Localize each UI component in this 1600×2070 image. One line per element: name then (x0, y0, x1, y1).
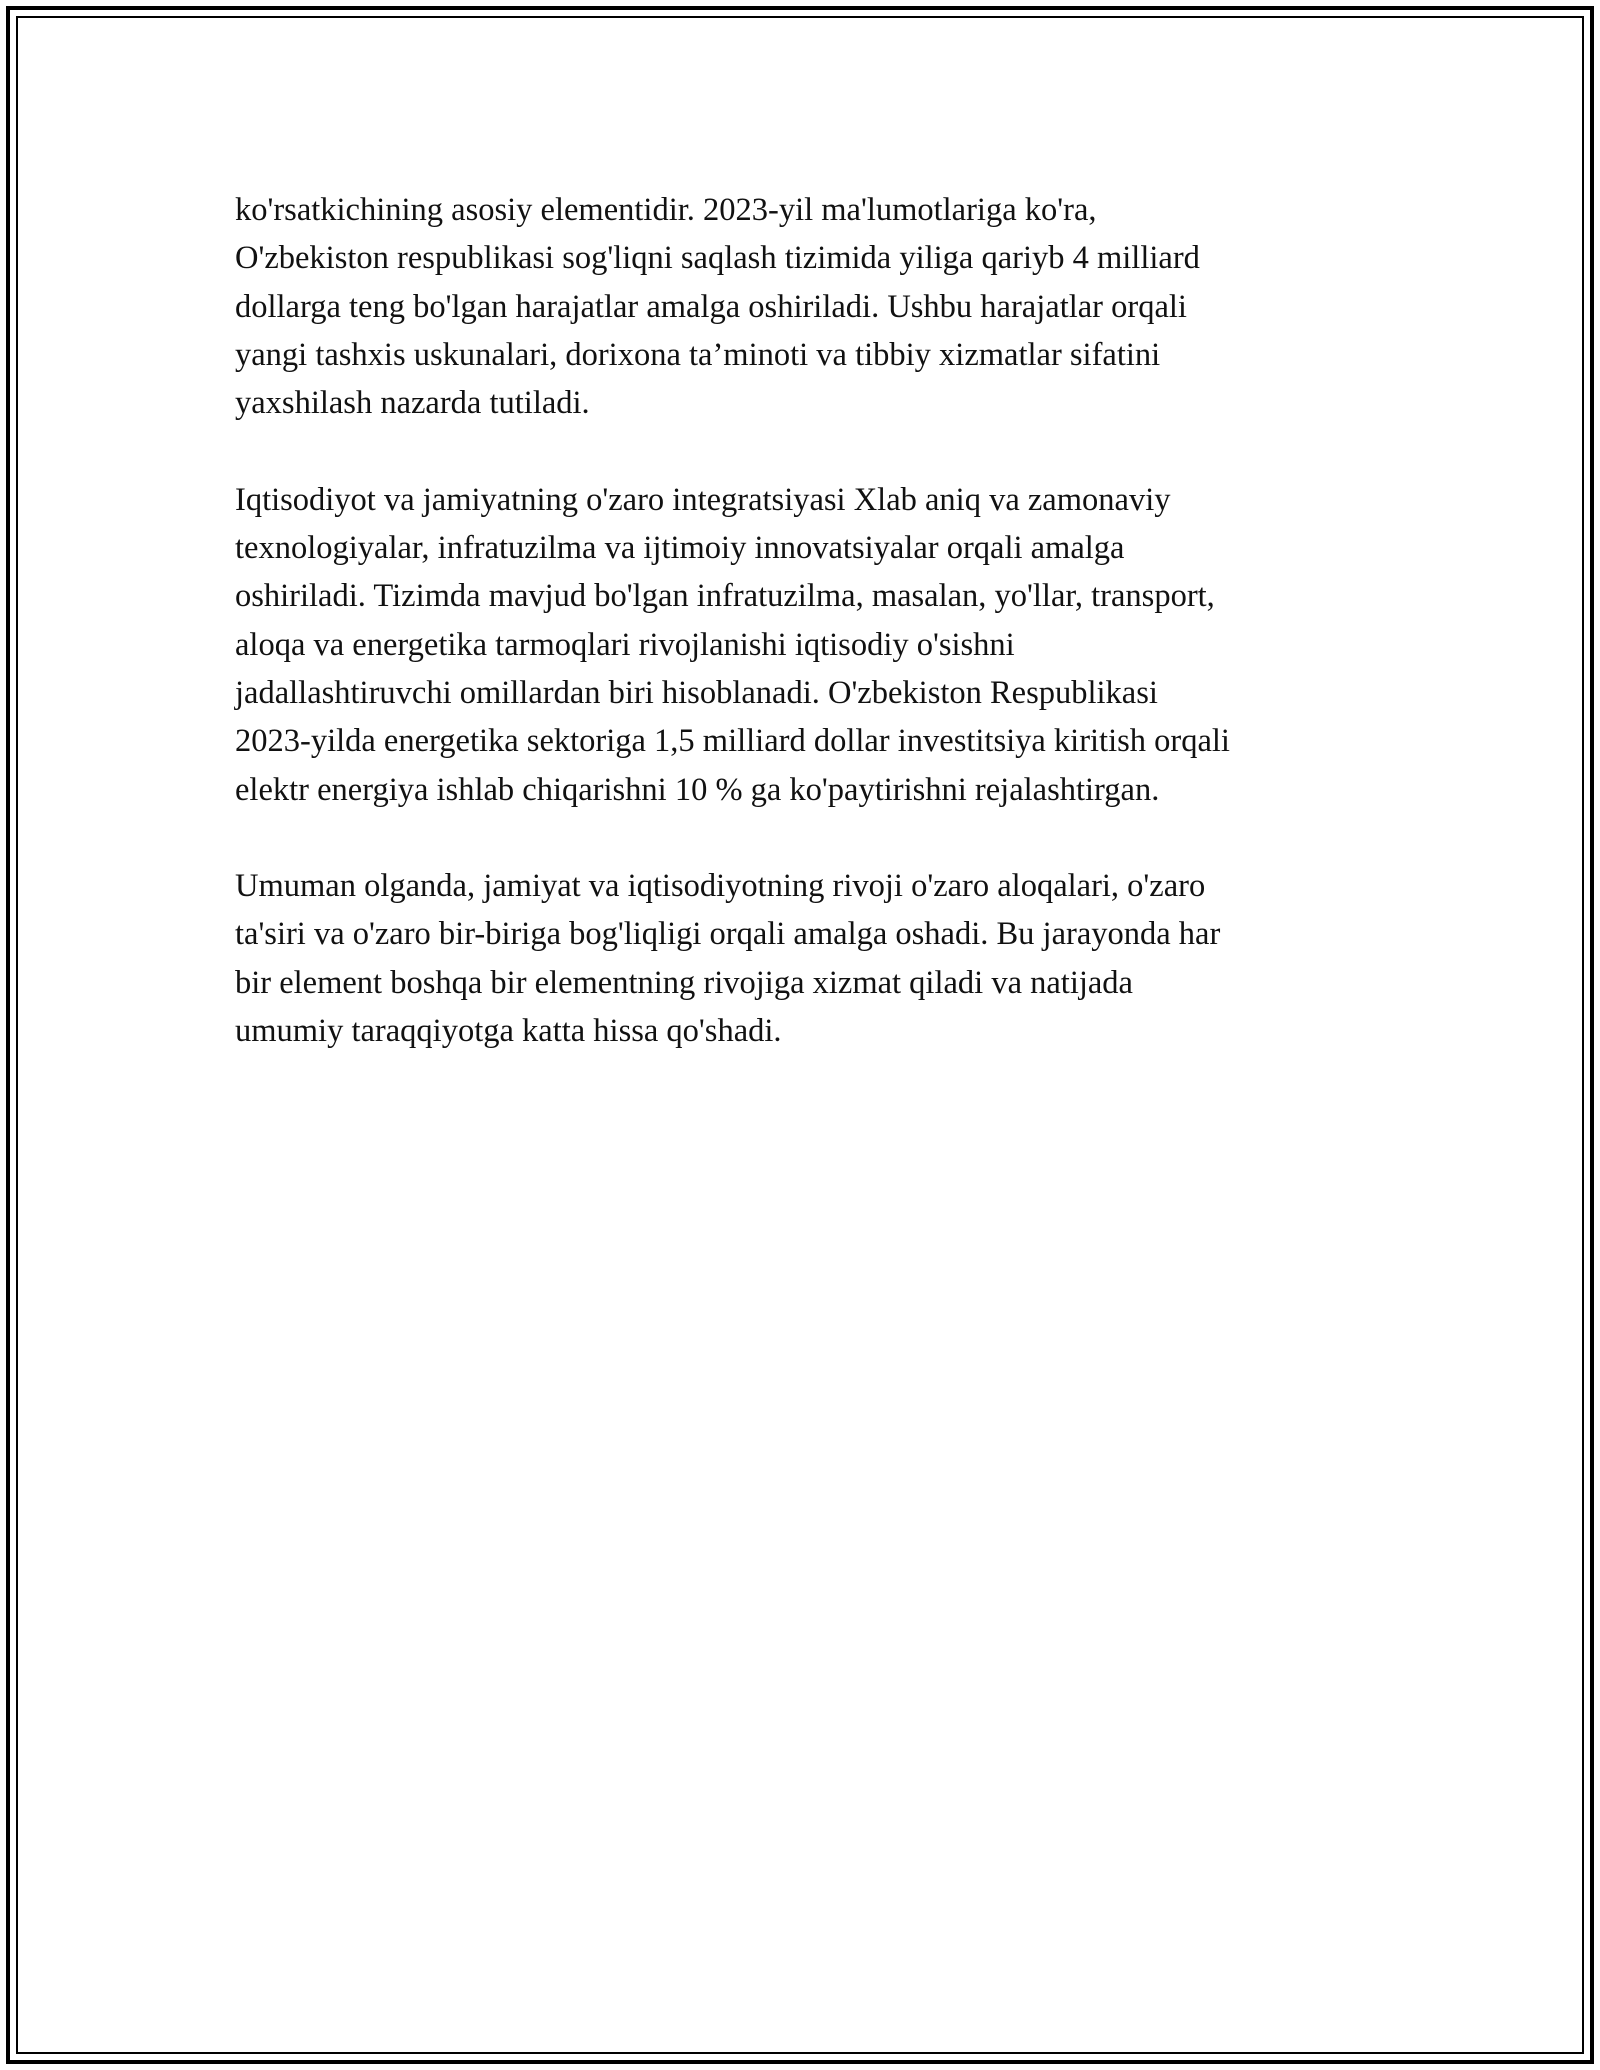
text-line: 2023-yilda energetika sektoriga 1,5 milliard dollar investitsiya kiritish orqali (235, 723, 1230, 760)
paragraph-healthcare-spending (235, 186, 1365, 427)
text-line: ta'siri va o'zaro bir-biriga bog'liqligi orqali amalga oshadi. Bu jarayonda har (235, 916, 1221, 953)
document-body (235, 186, 1365, 1104)
text-line: Umuman olganda, jamiyat va iqtisodiyotning rivoji o'zaro aloqalari, o'zaro (235, 868, 1206, 905)
text-line: umumiy taraqqiyotga katta hissa qo'shadi. (235, 1013, 782, 1050)
text-line: yaxshilash nazarda tutiladi. (235, 385, 590, 422)
paragraph-economy-integration (235, 476, 1365, 814)
text-line: aloqa va energetika tarmoqlari rivojlanishi iqtisodiy o'sishni (235, 626, 1015, 663)
text-line: dollarga teng bo'lgan harajatlar amalga oshiriladi. Ushbu harajatlar orqali (235, 288, 1187, 325)
text-line: ko'rsatkichining asosiy elementidir. 2023-yil ma'lumotlariga ko'ra, (235, 192, 1097, 228)
text-line: yangi tashxis uskunalari, dorixona ta’minoti va tibbiy xizmatlar sifatini (235, 336, 1161, 373)
text-line: oshiriladi. Tizimda mavjud bo'lgan infratuzilma, masalan, yo'llar, transport, (235, 578, 1215, 615)
text-line: texnologiyalar, infratuzilma va ijtimoiy innovatsiyalar orqali amalga (235, 530, 1125, 567)
paragraph-conclusion (235, 862, 1365, 1055)
text-line: elektr energiya ishlab chiqarishni 10 % ga ko'paytirishni rejalashtirgan. (235, 771, 1160, 808)
text-line: Iqtisodiyot va jamiyatning o'zaro integratsiyasi Xlab aniq va zamonaviy (235, 481, 1171, 518)
text-line: jadallashtiruvchi omillardan biri hisoblanadi. O'zbekiston Respublikasi (235, 674, 1158, 711)
text-line: O'zbekiston respublikasi sog'liqni saqlash tizimida yiliga qariyb 4 milliard (235, 240, 1200, 277)
text-line: bir element boshqa bir elementning rivojiga xizmat qiladi va natijada (235, 964, 1133, 1001)
